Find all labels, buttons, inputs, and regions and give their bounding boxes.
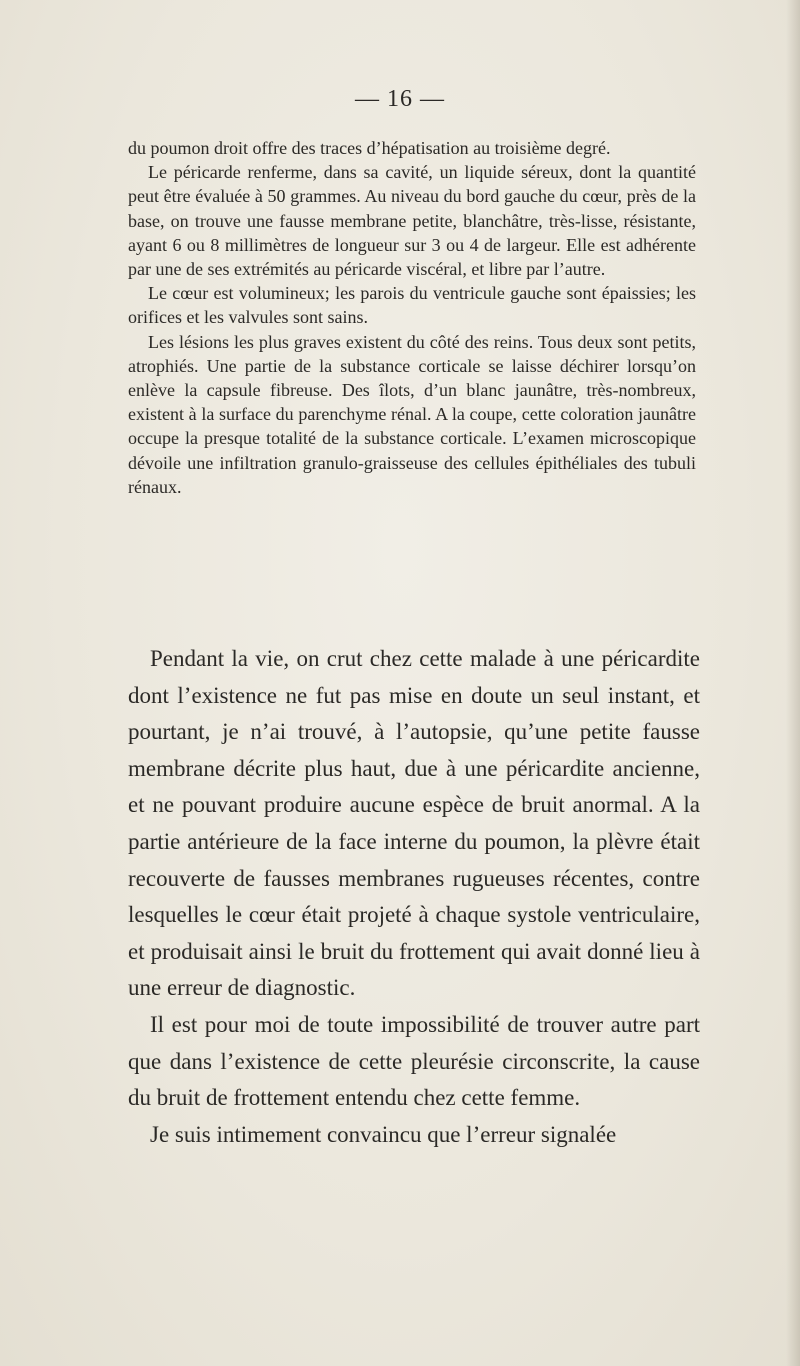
paragraph-reins: Les lésions les plus graves existent du côté des reins. Tous deux sont petits, atrophiés. Une partie de la substance corticale se laisse déchirer lorsqu’on enlève la capsule fibreuse. Des îlots, d’un blanc jaunâtre, très-nombreux, existent à la surface du parenchyme rénal. A la coupe, cette coloration jaunâtre occupe la presque totalité de la substance corticale. L’examen microscopique dévoile une infiltration granulo-graisseuse des cellules épithéliales des tubuli rénaux. — [128, 331, 696, 497]
page-number: — 16 — — [355, 86, 445, 112]
paragraph-impossibilite: Il est pour moi de toute impossibilité de trouver autre part que dans l’existence de cette pleurésie circonscrite, la cause du bruit de frottement entendu chez cette femme. — [128, 1011, 700, 1111]
page-edge-shadow — [786, 0, 800, 1366]
paragraph-continuation: du poumon droit offre des traces d’hépatisation au troisième degré. — [128, 138, 611, 158]
paragraph-coeur: Le cœur est volumineux; les parois du ventricule gauche sont épaissies; les orifices et les valvules sont sains. — [128, 283, 696, 328]
paragraph-conclusion: Je suis intimement convaincu que l’erreur signalée — [150, 1121, 617, 1147]
paragraph-pendant-la-vie: Pendant la vie, on crut chez cette malade à une péricardite dont l’existence ne fut pas mise en doute un seul instant, et pourtant, je n’ai trouvé, à l’autopsie, qu’une petite fausse membrane décrite plus haut, due à une péricardite ancienne, et ne pouvant produire aucune espèce de bruit anormal. A la partie antérieure de la face interne du poumon, la plèvre était recouverte de fausses membranes rugueuses récentes, contre lesquelles le cœur était projeté à chaque systole ventriculaire, et produisait ainsi le bruit du frottement qui avait donné lieu à une erreur de diagnostic. — [128, 646, 700, 1001]
small-print-section — [128, 136, 696, 499]
large-print-section — [128, 641, 700, 1153]
paragraph-pericarde: Le péricarde renferme, dans sa cavité, un liquide séreux, dont la quantité peut être évaluée à 50 grammes. Au niveau du bord gauche du cœur, près de la base, on trouve une fausse membrane petite, blanchâtre, très-lisse, résistante, ayant 6 ou 8 millimètres de longueur sur 3 ou 4 de largeur. Elle est adhérente par une de ses extrémités au péricarde viscéral, et libre par l’autre. — [128, 162, 696, 280]
